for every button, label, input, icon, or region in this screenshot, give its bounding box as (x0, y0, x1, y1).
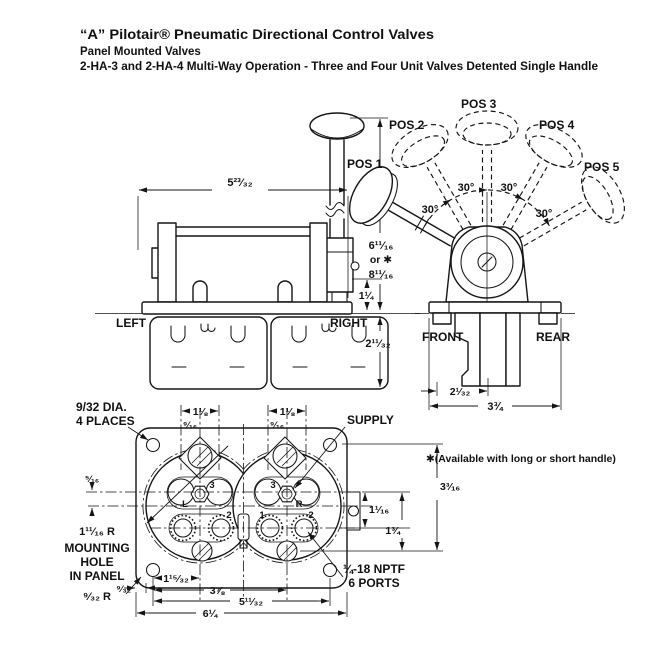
mounting-flange (142, 302, 352, 314)
label-front: FRONT (422, 330, 464, 344)
dim-holes-span: 5¹¹⁄₃₂ (238, 596, 264, 608)
corner-hole (147, 439, 160, 452)
ports-note-2: 6 PORTS (348, 576, 400, 590)
holes-note-2: 4 PLACES (76, 414, 135, 428)
dim-centers: 3⅞ (209, 585, 225, 597)
bottom-view-drawing (86, 405, 372, 600)
label-left: LEFT (116, 316, 146, 330)
angle-23: 30° (457, 182, 475, 194)
dim-front-width: 3¾ (487, 401, 503, 413)
mounting-radius: 1¹¹⁄₁₆ R (79, 526, 115, 538)
label-pos3: POS 3 (461, 97, 497, 111)
dim-port-span-right: 1⅛ (279, 406, 295, 418)
ports-note-1: ¼-18 NPTF (342, 562, 406, 576)
handle-stem (330, 140, 344, 238)
angle-12: 30° (421, 204, 439, 216)
dim-right-total: 3³⁄₁₆ (440, 481, 461, 493)
dim-height-or: or ✱ (369, 254, 393, 266)
mounting-note-2: HOLE (80, 555, 114, 569)
mounting-note-3: IN PANEL (69, 569, 125, 583)
detent-screw (351, 262, 359, 270)
port-label-right-2: 2 (308, 510, 314, 521)
port-label-right-R: R (295, 499, 303, 510)
label-pos5: POS 5 (584, 160, 620, 174)
holes-note-1: 9/32 DIA. (76, 400, 127, 414)
mounting-note-1: MOUNTING (64, 541, 130, 555)
assembly-screw (273, 444, 297, 468)
assembly-screw (192, 541, 212, 561)
title-block (80, 27, 598, 73)
label-pos1: POS 1 (347, 157, 383, 171)
dim-height-long: 8¹¹⁄₁₆ (368, 269, 394, 281)
dim-port-offset-right: ⁹⁄₁₆ (269, 420, 285, 431)
dim-overall: 6¼ (202, 608, 218, 620)
detent-housing (326, 238, 353, 292)
dim-pivot-height: 1¼ (358, 290, 374, 302)
dim-side-offset: ⁵⁄₁₆ (84, 474, 100, 485)
corner-radius: ⁹⁄₃₂ R (82, 591, 112, 603)
label-pos2: POS 2 (389, 118, 425, 132)
label-pos4: POS 4 (539, 118, 575, 132)
dim-side-width: 5²³⁄₃₂ (227, 177, 253, 189)
port-label-left-3: 3 (209, 480, 215, 491)
supply-label: SUPPLY (347, 413, 394, 427)
handle-knob (310, 113, 364, 139)
dim-lower: 1¾ (385, 525, 400, 537)
corner-hole (147, 564, 160, 577)
label-rear: REAR (536, 330, 571, 344)
handle-note: ✱(Available with long or short handle) (426, 453, 616, 465)
angle-45: 30° (535, 208, 553, 220)
dim-port-span-left: 1⅛ (192, 406, 208, 418)
title-line-3: 2-HA-3 and 2-HA-4 Multi-Way Operation - Three and Four Unit Valves Detented Single Handle (80, 61, 598, 73)
break-lines (326, 203, 344, 217)
label-right: RIGHT (330, 316, 368, 330)
dim-front-offset: 2¹⁄₃₂ (449, 386, 471, 398)
title-line-1: “A” Pilotair® Pneumatic Directional Control Valves (80, 27, 434, 42)
port-label-right-3: 3 (270, 480, 276, 491)
dim-hole-to-center: 1¹⁵⁄₃₂ (163, 573, 189, 585)
port-label-left-2: 2 (226, 510, 232, 521)
port-label-right-1: 1 (259, 510, 265, 521)
port-label-left-L: L (182, 499, 188, 510)
handle-pos-1 (341, 160, 455, 246)
dim-edge: ⁹⁄₃₂ (116, 584, 131, 595)
dim-ports-vert: 1¹⁄₁₆ (369, 504, 390, 516)
dim-port-offset-left: ⁹⁄₁₆ (182, 420, 198, 431)
dim-below-panel: 2¹¹⁄₃₂ (365, 338, 391, 350)
title-line-2: Panel Mounted Valves (80, 46, 201, 58)
angle-34: 30° (500, 182, 518, 194)
dim-height-short: 6¹¹⁄₁₆ (368, 240, 394, 252)
